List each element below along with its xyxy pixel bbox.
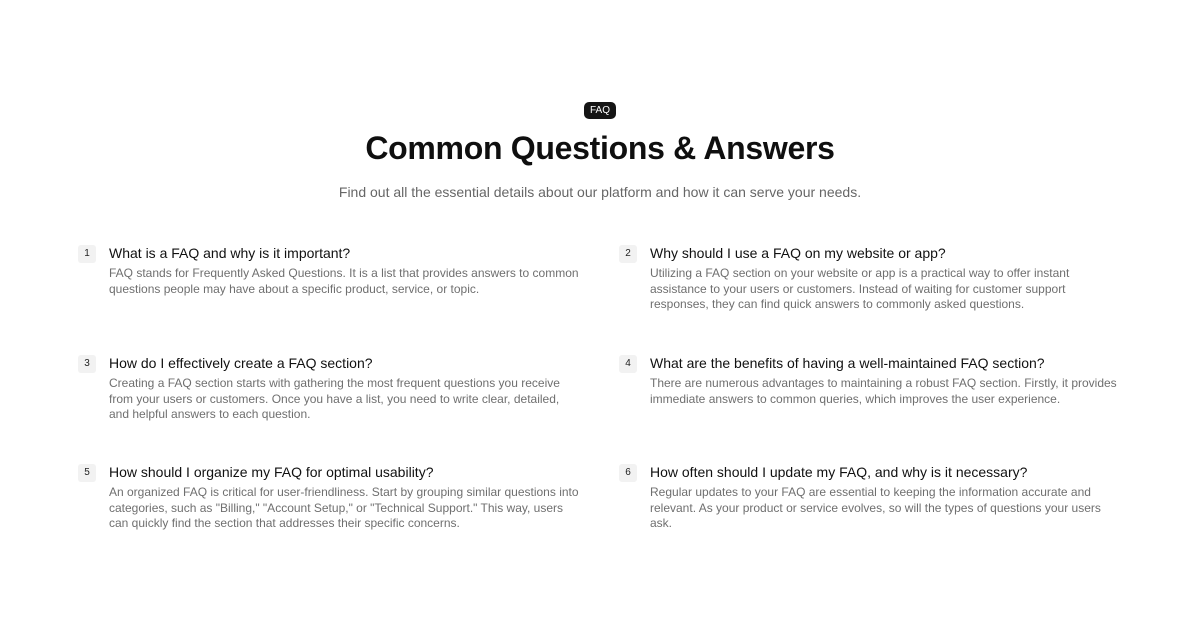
faq-question: How should I organize my FAQ for optimal usability? xyxy=(109,464,434,480)
faq-answer: Creating a FAQ section starts with gathering the most frequent questions you receive from your users or customers. Once you have a list, you need to write clear, detailed, and helpful answers to each question. xyxy=(109,376,560,421)
faq-answer: Regular updates to your FAQ are essential to keeping the information accurate and relevant. As your product or service evolves, so will the types of questions your users ask. xyxy=(650,485,1101,530)
faq-question: How often should I update my FAQ, and why is it necessary? xyxy=(650,464,1028,480)
page-title: Common Questions & Answers xyxy=(365,130,835,166)
faq-answer: An organized FAQ is critical for user-friendliness. Start by grouping similar questions into categories, such as "Billing," "Account Setup," or "Technical Support." This way, users can quickly find the section that addresses their specific concerns. xyxy=(109,485,579,530)
faq-number: 1 xyxy=(78,245,96,263)
page-subtitle: Find out all the essential details about our platform and how it can serve your needs. xyxy=(338,184,862,200)
faq-number: 2 xyxy=(619,245,637,263)
faq-question: What are the benefits of having a well-maintained FAQ section? xyxy=(650,355,1045,371)
faq-number: 3 xyxy=(78,355,96,373)
faq-question: How do I effectively create a FAQ section? xyxy=(109,355,373,371)
faq-number: 4 xyxy=(619,355,637,373)
faq-answer: FAQ stands for Frequently Asked Questions. It is a list that provides answers to common questions people may have about a specific product, service, or topic. xyxy=(109,266,579,296)
faq-question: What is a FAQ and why is it important? xyxy=(109,245,351,261)
faq-answer: There are numerous advantages to maintaining a robust FAQ section. Firstly, it provides immediate answers to common queries, which improves the user experience. xyxy=(650,376,1117,406)
faq-question: Why should I use a FAQ on my website or app? xyxy=(650,245,946,261)
faq-number: 6 xyxy=(619,464,637,482)
faq-answer: Utilizing a FAQ section on your website or app is a practical way to offer instant assistance to your users or customers. Instead of waiting for customer support responses, they can find quick answers to commonly asked questions. xyxy=(650,266,1070,311)
faq-badge: FAQ xyxy=(584,102,616,119)
faq-number: 5 xyxy=(78,464,96,482)
